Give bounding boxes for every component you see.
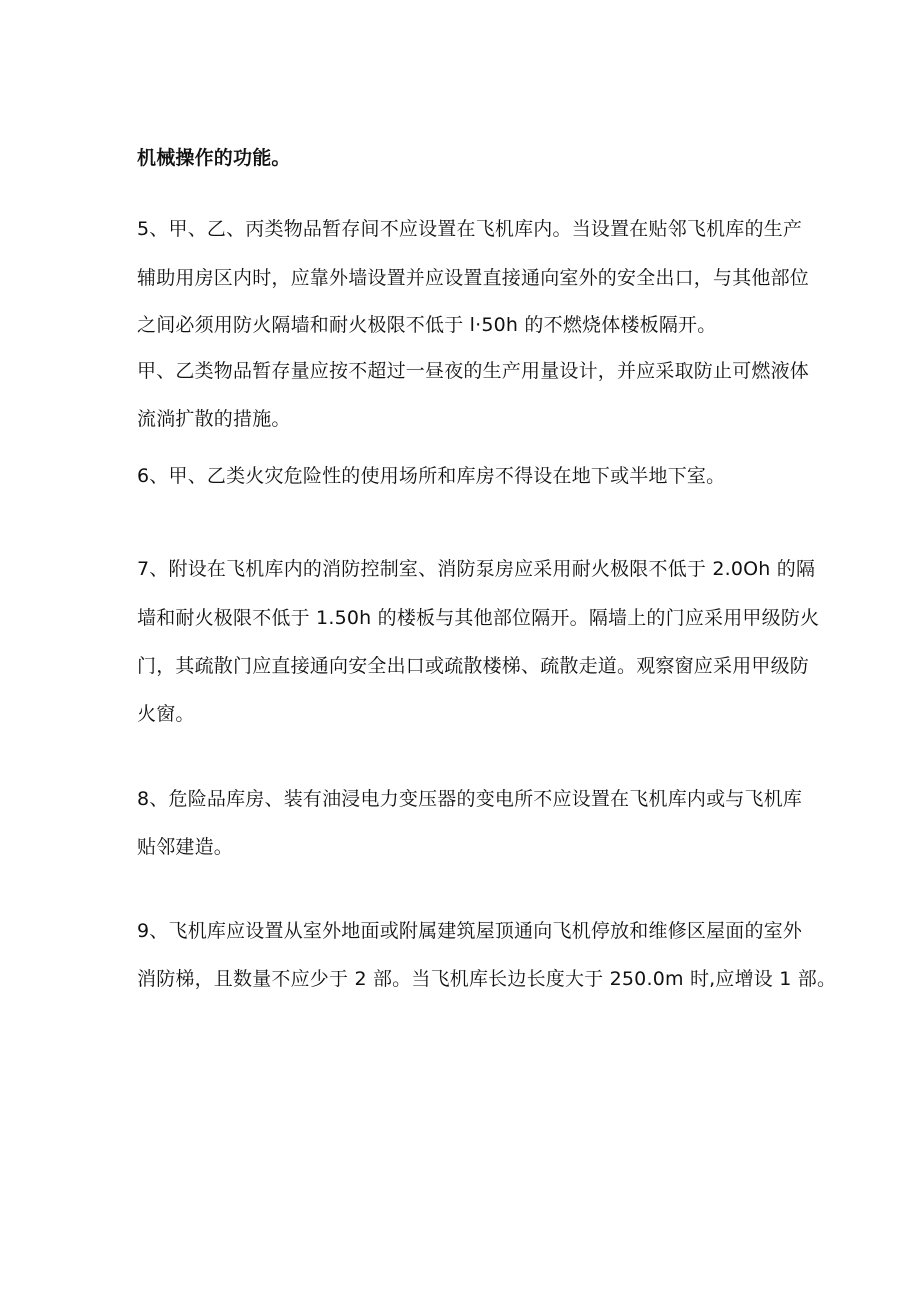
text-line-item-8: 8、危险品库房、装有油浸电力变压器的变电所不应设置在飞机库内或与飞机库 <box>137 788 803 810</box>
text-line-item-6: 6、甲、乙类火灾危险性的使用场所和库房不得设在地下或半地下室。 <box>137 465 726 487</box>
text-line-item-5: 5、甲、乙、丙类物品暂存间不应设置在飞机库内。当设置在贴邻飞机库的生产 <box>137 218 803 240</box>
text-line-item-7: 墙和耐火极限不低于 1.50h 的楼板与其他部位隔开。隔墙上的门应采用甲级防火 <box>137 607 820 629</box>
text-line-item-7: 7、附设在飞机库内的消防控制室、消防泵房应采用耐火极限不低于 2.0Oh 的隔 <box>137 558 816 580</box>
text-line-continuation: 机械操作的功能。 <box>137 147 291 169</box>
text-line-item-5-note: 流淌扩散的措施。 <box>137 408 291 430</box>
text-line-item-9: 消防梯，且数量不应少于 2 部。当飞机库长边长度大于 250.0m 时,应增设 1 部。 <box>137 968 837 990</box>
text-line-item-5: 辅助用房区内时，应靠外墙设置并应设置直接通向室外的安全出口，与其他部位 <box>137 267 810 289</box>
text-line-item-8: 贴邻建造。 <box>137 836 234 858</box>
text-line-item-7: 火窗。 <box>137 703 195 725</box>
text-line-item-7: 门，其疏散门应直接通向安全出口或疏散楼梯、疏散走道。观察窗应采用甲级防 <box>137 655 810 677</box>
text-line-item-5-note: 甲、乙类物品暂存量应按不超过一昼夜的生产用量设计，并应采取防止可燃液体 <box>137 360 810 382</box>
text-line-item-5: 之间必须用防火隔墙和耐火极限不低于 l·50h 的不燃烧体楼板隔开。 <box>137 314 717 336</box>
text-line-item-9: 9、飞机库应设置从室外地面或附属建筑屋顶通向飞机停放和维修区屋面的室外 <box>137 920 803 942</box>
